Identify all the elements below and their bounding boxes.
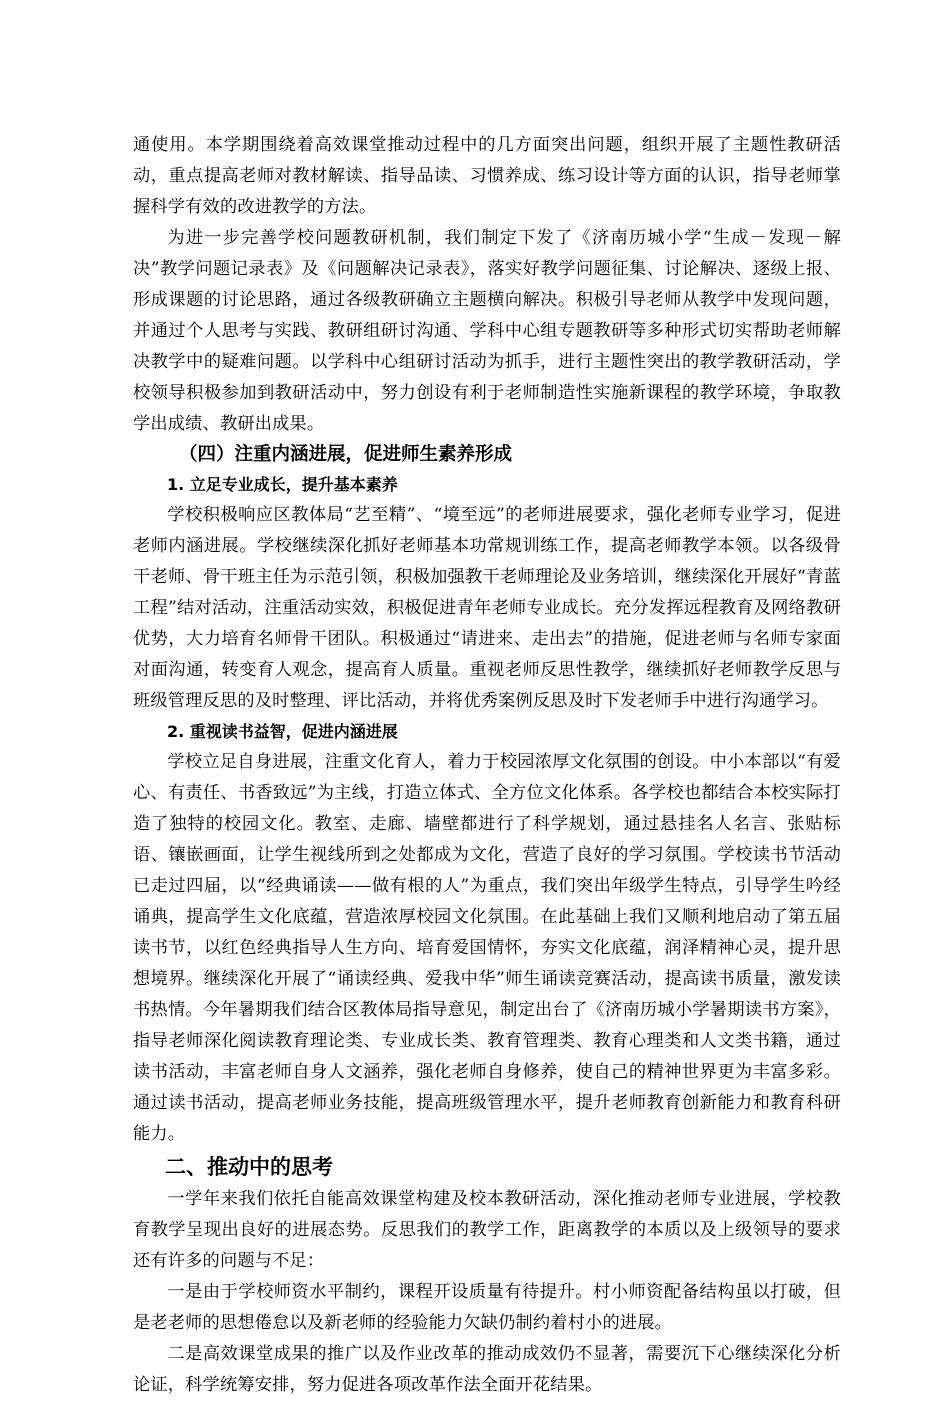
subheading-professional-growth: 1. 立足专业成长，提升基本素养 (167, 475, 398, 494)
paragraph-issue-2: 二是高效课堂成果的推广以及作业改革的推动成效仍不显著，需要沉下心继续深化分析论证，科学统筹安排，努力促进各项改革作法全面开花结果。 (133, 1344, 841, 1395)
paragraph-issue-1: 一是由于学校师资水平制约，课程开设质量有待提升。村小师资配备结构虽以打破，但是老老师的思想倦怠以及新老师的经验能力欠缺仍制约着村小的进展。 (133, 1282, 841, 1333)
paragraph-intro: 通使用。本学期围绕着高效课堂推动过程中的几方面突出问题，组织开展了主题性教研活动，重点提高老师对教材解读、指导品读、习惯养成、练习设计等方面的认识，指导老师掌握科学有效的改进教学的方法。 (133, 135, 841, 217)
section-heading-4: （四）注重内涵进展，促进师生素养形成 (179, 444, 513, 465)
paragraph-research-mechanism: 为进一步完善学校问题教研机制，我们制定下发了《济南历城小学“生成－发现－解决”教学问题记录表》及《问题解决记录表》，落实好教学问题征集、讨论解决、逐级上报、形成课题的讨论思路，通过各级教研确立主题横向解决。积极引导老师从教学中发现问题，并通过个人思考与实践、教研组研讨沟通、学科中心组专题教研等多种形式切实帮助老师解决教学中的疑难问题。以学科中心组研讨活动为抓手，进行主题性突出的教学教研活动，学校领导积极参加到教研活动中，努力创设有利于老师制造性实施新课程的教学环境，争取教学出成绩、教研出成果。 (133, 228, 841, 434)
paragraph-professional-growth: 学校积极响应区教体局“艺至精”、“境至远”的老师进展要求，强化老师专业学习，促进老师内涵进展。学校继续深化抓好老师基本功常规训练工作，提高老师教学本领。以各级骨干老师、骨干班主任为示范引领，积极加强教干老师理论及业务培训，继续深化开展好“青蓝工程”结对活动，注重活动实效，积极促进青年老师专业成长。充分发挥远程教育及网络教研优势，大力培育名师骨干团队。积极通过“请进来、走出去”的措施，促进老师与名师专家面对面沟通，转变育人观念，提高育人质量。重视老师反思性教学，继续抓好老师教学反思与班级管理反思的及时整理、评比活动，并将优秀案例反思及时下发老师手中进行沟通学习。 (133, 505, 841, 711)
section-heading-reflection: 二、推动中的思考 (165, 1155, 333, 1179)
paragraph-reflection: 一学年来我们依托自能高效课堂构建及校本教研活动，深化推动老师专业进展，学校教育教学呈现出良好的进展态势。反思我们的教学工作，距离教学的本质以及上级领导的要求还有许多的问题与不足： (133, 1189, 841, 1271)
document-body (133, 130, 841, 1401)
paragraph-reading: 学校立足自身进展，注重文化育人，着力于校园浓厚文化氛围的创设。中小本部以“有爱心、有责任、书香致远”为主线，打造立体式、全方位文化体系。各学校也都结合本校实际打造了独特的校园文化。教室、走廊、墙壁都进行了科学规划，通过悬挂名人名言、张贴标语、镶嵌画面，让学生视线所到之处都成为文化，营造了良好的学习氛围。学校读书节活动已走过四届，以“经典诵读——做有根的人”为重点，我们突出年级学生特点，引导学生吟经诵典，提高学生文化底蕴，营造浓厚校园文化氛围。在此基础上我们又顺利地启动了第五届读书节，以红色经典指导人生方向、培育爱国情怀，夯实文化底蕴，润泽精神心灵，提升思想境界。继续深化开展了“诵读经典、爱我中华”师生诵读竞赛活动，提高读书质量，激发读书热情。今年暑期我们结合区教体局指导意见，制定出台了《济南历城小学暑期读书方案》，指导老师深化阅读教育理论类、专业成长类、教育管理类、教育心理类和人文类书籍，通过读书活动，丰富老师自身人文涵养，强化老师自身修养，使自己的精神世界更为丰富多彩。通过读书活动，提高老师业务技能，提高班级管理水平，提升老师教育创新能力和教育科研能力。 (133, 752, 841, 1144)
subheading-reading: 2. 重视读书益智，促进内涵进展 (167, 722, 398, 741)
